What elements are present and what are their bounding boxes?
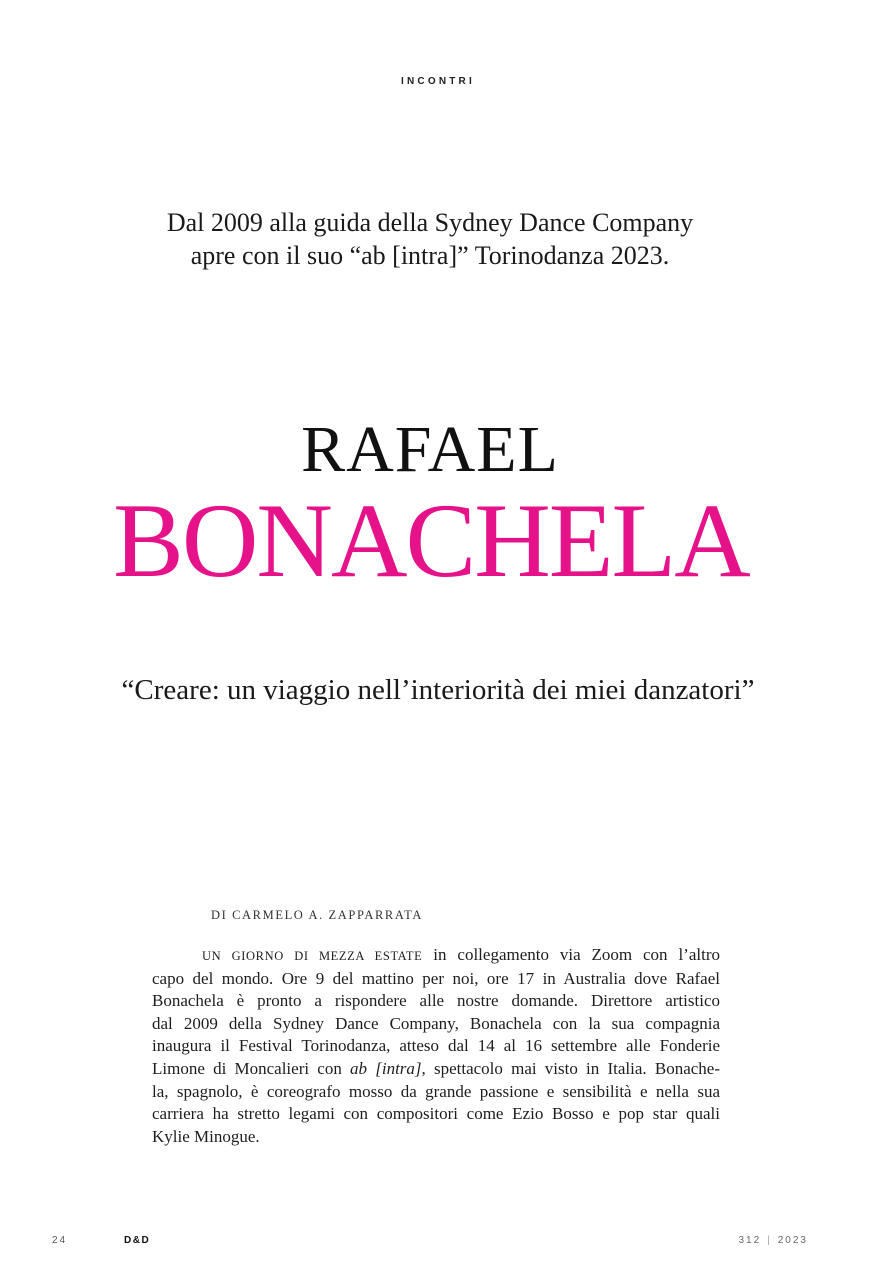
article-line-6b: , spettacolo mai visto in Italia. Bonache- [421,1058,720,1078]
article-line: Bonachela è pronto a rispondere alle nostre domande. Direttore artistico [152,991,720,1011]
footer-issue [738,1235,808,1246]
footer-year: 2023 [777,1235,808,1246]
article-line: carriera ha stretto legami con compositori come Ezio Bosso e pop star quali [152,1104,720,1124]
article-line-6a: Limone di Moncalieri con [152,1058,351,1078]
show-title-italic: ab [intra] [350,1058,422,1078]
pull-quote: “Creare: un viaggio nell’interiorità dei miei danzatori” [121,674,755,706]
article-line-1-text: in collegamento via Zoom con l’altro [422,945,720,964]
subtitle [0,206,860,272]
footer-page-number: 24 [52,1235,68,1246]
article-line: inaugura il Festival Torinodanza, atteso dal 14 al 16 settembre alle Fonderie [152,1036,720,1056]
footer-separator: | [767,1235,772,1246]
article-body [152,944,720,1148]
article-line: la, spagnolo, è coreografo mosso da grande passione e sensibilità e nella sua [152,1081,720,1101]
subtitle-line-1: Dal 2009 alla guida della Sydney Dance Company [166,208,694,237]
article-line [152,1058,720,1081]
article-line [152,944,720,968]
lead-in: UN GIORNO DI MEZZA ESTATE [202,949,423,963]
title-last-name: BONACHELA [113,482,749,599]
section-label: INCONTRI [401,76,475,87]
article-line: Kylie Minogue. [152,1126,260,1146]
title-first-name: RAFAEL [301,413,559,486]
footer-magazine-name: D&D [124,1235,151,1246]
subtitle-line-2: apre con il suo “ab [intra]” Torinodanza 2023. [190,241,670,270]
byline: DI CARMELO A. ZAPPARRATA [211,908,423,922]
article-line: dal 2009 della Sydney Dance Company, Bonachela con la sua compagnia [152,1013,720,1033]
article-line: capo del mondo. Ore 9 del mattino per noi, ore 17 in Australia dove Rafael [152,968,720,988]
footer-issue-number: 312 [738,1235,762,1246]
